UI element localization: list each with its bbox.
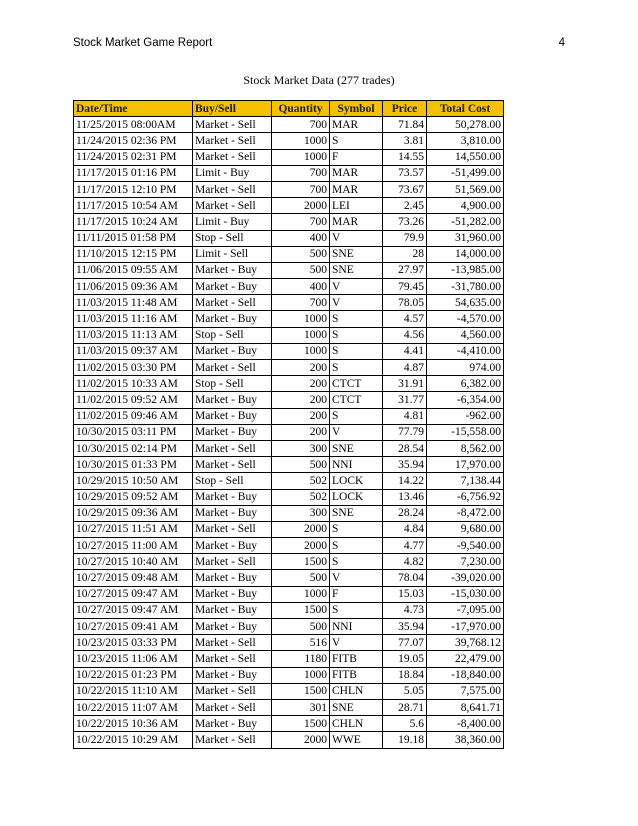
cell-total-cost: -13,985.00	[427, 262, 504, 278]
cell-price: 27.97	[383, 262, 427, 278]
cell-buysell: Market - Buy	[193, 586, 272, 602]
col-header-quantity: Quantity	[272, 101, 330, 117]
cell-symbol: SNE	[330, 505, 383, 521]
cell-quantity: 700	[272, 214, 330, 230]
cell-datetime: 10/27/2015 10:40 AM	[74, 554, 193, 570]
cell-symbol: CTCT	[330, 376, 383, 392]
cell-total-cost: -8,472.00	[427, 505, 504, 521]
table-row	[74, 651, 504, 667]
cell-datetime: 11/06/2015 09:55 AM	[74, 262, 193, 278]
cell-symbol: S	[330, 521, 383, 537]
cell-datetime: 10/27/2015 09:41 AM	[74, 619, 193, 635]
cell-quantity: 200	[272, 360, 330, 376]
table-row	[74, 538, 504, 554]
cell-total-cost: 51,569.00	[427, 181, 504, 197]
cell-datetime: 10/27/2015 09:48 AM	[74, 570, 193, 586]
cell-total-cost: 7,230.00	[427, 554, 504, 570]
cell-price: 18.84	[383, 667, 427, 683]
cell-price: 2.45	[383, 198, 427, 214]
table-row	[74, 424, 504, 440]
cell-quantity: 500	[272, 262, 330, 278]
cell-datetime: 11/17/2015 10:54 AM	[74, 198, 193, 214]
table-row	[74, 376, 504, 392]
cell-price: 13.46	[383, 489, 427, 505]
cell-quantity: 500	[272, 619, 330, 635]
table-row	[74, 392, 504, 408]
cell-symbol: S	[330, 343, 383, 359]
cell-quantity: 1500	[272, 554, 330, 570]
cell-total-cost: 17,970.00	[427, 457, 504, 473]
cell-datetime: 10/22/2015 11:10 AM	[74, 683, 193, 699]
cell-buysell: Market - Buy	[193, 667, 272, 683]
cell-quantity: 1000	[272, 149, 330, 165]
cell-buysell: Market - Sell	[193, 683, 272, 699]
cell-price: 4.73	[383, 602, 427, 618]
cell-price: 19.18	[383, 732, 427, 748]
cell-quantity: 1000	[272, 667, 330, 683]
cell-price: 71.84	[383, 117, 427, 133]
cell-price: 78.05	[383, 295, 427, 311]
cell-quantity: 2000	[272, 198, 330, 214]
cell-price: 15.03	[383, 586, 427, 602]
cell-quantity: 1000	[272, 327, 330, 343]
table-row	[74, 635, 504, 651]
cell-price: 4.77	[383, 538, 427, 554]
cell-total-cost: 8,641.71	[427, 699, 504, 715]
cell-symbol: LOCK	[330, 473, 383, 489]
cell-total-cost: -51,499.00	[427, 165, 504, 181]
table-row	[74, 732, 504, 748]
table-row	[74, 262, 504, 278]
cell-symbol: CHLN	[330, 716, 383, 732]
cell-total-cost: 3,810.00	[427, 133, 504, 149]
cell-price: 4.82	[383, 554, 427, 570]
cell-price: 31.91	[383, 376, 427, 392]
cell-buysell: Market - Buy	[193, 716, 272, 732]
cell-buysell: Market - Buy	[193, 505, 272, 521]
cell-price: 19.05	[383, 651, 427, 667]
cell-datetime: 11/02/2015 09:52 AM	[74, 392, 193, 408]
cell-total-cost: 4,560.00	[427, 327, 504, 343]
cell-quantity: 301	[272, 699, 330, 715]
cell-datetime: 11/17/2015 12:10 PM	[74, 181, 193, 197]
cell-symbol: S	[330, 602, 383, 618]
cell-total-cost: -39,020.00	[427, 570, 504, 586]
table-row	[74, 570, 504, 586]
cell-buysell: Market - Buy	[193, 619, 272, 635]
cell-buysell: Stop - Sell	[193, 473, 272, 489]
table-row	[74, 181, 504, 197]
cell-symbol: F	[330, 586, 383, 602]
table-row	[74, 667, 504, 683]
cell-buysell: Market - Buy	[193, 311, 272, 327]
cell-quantity: 500	[272, 457, 330, 473]
cell-buysell: Market - Buy	[193, 570, 272, 586]
cell-symbol: SNE	[330, 699, 383, 715]
cell-datetime: 10/22/2015 11:07 AM	[74, 699, 193, 715]
cell-total-cost: 50,278.00	[427, 117, 504, 133]
cell-price: 78.04	[383, 570, 427, 586]
cell-quantity: 2000	[272, 732, 330, 748]
table-header-row	[74, 101, 504, 117]
cell-total-cost: 8,562.00	[427, 440, 504, 456]
cell-symbol: CTCT	[330, 392, 383, 408]
cell-quantity: 200	[272, 408, 330, 424]
col-header-datetime: Date/Time	[74, 101, 193, 117]
cell-quantity: 700	[272, 181, 330, 197]
cell-symbol: S	[330, 133, 383, 149]
cell-price: 5.05	[383, 683, 427, 699]
col-header-symbol: Symbol	[330, 101, 383, 117]
cell-datetime: 11/02/2015 09:46 AM	[74, 408, 193, 424]
table-row	[74, 198, 504, 214]
cell-symbol: V	[330, 635, 383, 651]
cell-total-cost: -4,410.00	[427, 343, 504, 359]
cell-datetime: 11/03/2015 11:16 AM	[74, 311, 193, 327]
table-caption: Stock Market Data (277 trades)	[243, 73, 395, 87]
cell-quantity: 200	[272, 424, 330, 440]
cell-buysell: Limit - Buy	[193, 165, 272, 181]
cell-datetime: 11/02/2015 03:30 PM	[74, 360, 193, 376]
cell-total-cost: 39,768.12	[427, 635, 504, 651]
cell-buysell: Market - Sell	[193, 149, 272, 165]
cell-total-cost: 7,138.44	[427, 473, 504, 489]
cell-datetime: 10/29/2015 09:36 AM	[74, 505, 193, 521]
cell-datetime: 10/23/2015 03:33 PM	[74, 635, 193, 651]
cell-price: 5.6	[383, 716, 427, 732]
cell-datetime: 10/23/2015 11:06 AM	[74, 651, 193, 667]
cell-datetime: 10/27/2015 09:47 AM	[74, 602, 193, 618]
cell-total-cost: -8,400.00	[427, 716, 504, 732]
cell-price: 77.79	[383, 424, 427, 440]
col-header-total-cost: Total Cost	[427, 101, 504, 117]
table-row	[74, 133, 504, 149]
cell-total-cost: -31,780.00	[427, 279, 504, 295]
table-row	[74, 716, 504, 732]
cell-quantity: 1000	[272, 133, 330, 149]
cell-price: 4.87	[383, 360, 427, 376]
cell-total-cost: 38,360.00	[427, 732, 504, 748]
cell-datetime: 10/22/2015 10:36 AM	[74, 716, 193, 732]
cell-total-cost: -51,282.00	[427, 214, 504, 230]
cell-buysell: Stop - Sell	[193, 376, 272, 392]
cell-price: 79.9	[383, 230, 427, 246]
cell-datetime: 11/10/2015 12:15 PM	[74, 246, 193, 262]
cell-symbol: S	[330, 327, 383, 343]
page-header	[73, 37, 565, 51]
cell-total-cost: -15,558.00	[427, 424, 504, 440]
table-row	[74, 683, 504, 699]
cell-buysell: Market - Sell	[193, 699, 272, 715]
cell-buysell: Market - Sell	[193, 635, 272, 651]
cell-total-cost: -17,970.00	[427, 619, 504, 635]
cell-quantity: 1500	[272, 716, 330, 732]
cell-datetime: 10/30/2015 03:11 PM	[74, 424, 193, 440]
cell-quantity: 700	[272, 295, 330, 311]
cell-quantity: 1000	[272, 343, 330, 359]
cell-datetime: 10/29/2015 10:50 AM	[74, 473, 193, 489]
cell-datetime: 11/03/2015 11:13 AM	[74, 327, 193, 343]
table-row	[74, 554, 504, 570]
cell-buysell: Market - Sell	[193, 521, 272, 537]
cell-datetime: 11/24/2015 02:31 PM	[74, 149, 193, 165]
cell-buysell: Market - Buy	[193, 392, 272, 408]
table-row	[74, 117, 504, 133]
cell-quantity: 1180	[272, 651, 330, 667]
cell-buysell: Market - Buy	[193, 343, 272, 359]
cell-buysell: Stop - Sell	[193, 230, 272, 246]
cell-symbol: MAR	[330, 214, 383, 230]
table-row	[74, 408, 504, 424]
table-row	[74, 165, 504, 181]
cell-total-cost: 6,382.00	[427, 376, 504, 392]
cell-total-cost: 31,960.00	[427, 230, 504, 246]
cell-datetime: 10/22/2015 01:23 PM	[74, 667, 193, 683]
table-row	[74, 619, 504, 635]
cell-total-cost: -18,840.00	[427, 667, 504, 683]
cell-symbol: LOCK	[330, 489, 383, 505]
cell-quantity: 200	[272, 392, 330, 408]
cell-buysell: Market - Sell	[193, 457, 272, 473]
cell-datetime: 11/11/2015 01:58 PM	[74, 230, 193, 246]
cell-datetime: 11/06/2015 09:36 AM	[74, 279, 193, 295]
cell-price: 77.07	[383, 635, 427, 651]
table-row	[74, 505, 504, 521]
cell-price: 4.84	[383, 521, 427, 537]
cell-buysell: Limit - Buy	[193, 214, 272, 230]
cell-datetime: 11/24/2015 02:36 PM	[74, 133, 193, 149]
table-row	[74, 230, 504, 246]
cell-symbol: S	[330, 360, 383, 376]
cell-quantity: 2000	[272, 538, 330, 554]
cell-quantity: 500	[272, 246, 330, 262]
cell-symbol: LEI	[330, 198, 383, 214]
cell-symbol: SNE	[330, 262, 383, 278]
cell-price: 14.22	[383, 473, 427, 489]
cell-buysell: Market - Sell	[193, 732, 272, 748]
report-title: Stock Market Game Report	[73, 37, 213, 49]
cell-buysell: Market - Sell	[193, 117, 272, 133]
cell-symbol: CHLN	[330, 683, 383, 699]
cell-quantity: 200	[272, 376, 330, 392]
cell-buysell: Market - Buy	[193, 602, 272, 618]
cell-total-cost: 14,000.00	[427, 246, 504, 262]
col-header-buysell: Buy/Sell	[193, 101, 272, 117]
cell-buysell: Limit - Sell	[193, 246, 272, 262]
table-row	[74, 699, 504, 715]
cell-symbol: V	[330, 279, 383, 295]
cell-price: 28.24	[383, 505, 427, 521]
cell-quantity: 500	[272, 570, 330, 586]
table-row	[74, 327, 504, 343]
cell-symbol: MAR	[330, 165, 383, 181]
cell-price: 3.81	[383, 133, 427, 149]
cell-buysell: Market - Buy	[193, 262, 272, 278]
cell-buysell: Market - Buy	[193, 279, 272, 295]
cell-quantity: 502	[272, 473, 330, 489]
cell-price: 4.56	[383, 327, 427, 343]
table-row	[74, 343, 504, 359]
cell-total-cost: -9,540.00	[427, 538, 504, 554]
cell-buysell: Market - Sell	[193, 360, 272, 376]
cell-buysell: Market - Sell	[193, 181, 272, 197]
cell-quantity: 516	[272, 635, 330, 651]
table-row	[74, 602, 504, 618]
cell-price: 28.71	[383, 699, 427, 715]
cell-datetime: 11/03/2015 11:48 AM	[74, 295, 193, 311]
cell-datetime: 10/27/2015 11:51 AM	[74, 521, 193, 537]
cell-price: 79.45	[383, 279, 427, 295]
cell-price: 14.55	[383, 149, 427, 165]
cell-symbol: F	[330, 149, 383, 165]
cell-price: 35.94	[383, 457, 427, 473]
cell-buysell: Market - Buy	[193, 538, 272, 554]
table-row	[74, 489, 504, 505]
cell-total-cost: -7,095.00	[427, 602, 504, 618]
table-row	[74, 246, 504, 262]
cell-buysell: Market - Sell	[193, 295, 272, 311]
cell-buysell: Market - Buy	[193, 408, 272, 424]
cell-price: 35.94	[383, 619, 427, 635]
cell-datetime: 11/03/2015 09:37 AM	[74, 343, 193, 359]
cell-quantity: 300	[272, 505, 330, 521]
table-row	[74, 521, 504, 537]
table-row	[74, 279, 504, 295]
cell-price: 31.77	[383, 392, 427, 408]
cell-quantity: 700	[272, 165, 330, 181]
cell-quantity: 400	[272, 279, 330, 295]
cell-buysell: Market - Sell	[193, 651, 272, 667]
cell-symbol: S	[330, 311, 383, 327]
cell-datetime: 11/17/2015 10:24 AM	[74, 214, 193, 230]
cell-quantity: 1000	[272, 586, 330, 602]
cell-symbol: MAR	[330, 181, 383, 197]
cell-quantity: 700	[272, 117, 330, 133]
cell-quantity: 400	[272, 230, 330, 246]
cell-total-cost: 22,479.00	[427, 651, 504, 667]
cell-symbol: S	[330, 408, 383, 424]
cell-quantity: 502	[272, 489, 330, 505]
table-row	[74, 214, 504, 230]
cell-total-cost: -6,354.00	[427, 392, 504, 408]
cell-symbol: SNE	[330, 440, 383, 456]
cell-datetime: 10/22/2015 10:29 AM	[74, 732, 193, 748]
cell-price: 73.26	[383, 214, 427, 230]
cell-datetime: 10/29/2015 09:52 AM	[74, 489, 193, 505]
cell-buysell: Stop - Sell	[193, 327, 272, 343]
cell-total-cost: 54,635.00	[427, 295, 504, 311]
cell-datetime: 10/27/2015 09:47 AM	[74, 586, 193, 602]
cell-quantity: 2000	[272, 521, 330, 537]
cell-datetime: 11/02/2015 10:33 AM	[74, 376, 193, 392]
cell-price: 28.54	[383, 440, 427, 456]
cell-symbol: SNE	[330, 246, 383, 262]
cell-symbol: WWE	[330, 732, 383, 748]
cell-buysell: Market - Buy	[193, 424, 272, 440]
cell-symbol: FITB	[330, 651, 383, 667]
cell-price: 4.41	[383, 343, 427, 359]
cell-symbol: V	[330, 424, 383, 440]
cell-symbol: MAR	[330, 117, 383, 133]
cell-total-cost: -15,030.00	[427, 586, 504, 602]
cell-symbol: FITB	[330, 667, 383, 683]
cell-buysell: Market - Sell	[193, 133, 272, 149]
table-row	[74, 457, 504, 473]
table-row	[74, 149, 504, 165]
cell-quantity: 1000	[272, 311, 330, 327]
cell-buysell: Market - Buy	[193, 489, 272, 505]
trades-table	[73, 100, 504, 749]
page-number: 4	[558, 37, 565, 49]
cell-symbol: V	[330, 570, 383, 586]
cell-total-cost: -6,756.92	[427, 489, 504, 505]
cell-datetime: 10/30/2015 01:33 PM	[74, 457, 193, 473]
table-row	[74, 295, 504, 311]
cell-buysell: Market - Sell	[193, 554, 272, 570]
cell-price: 4.57	[383, 311, 427, 327]
table-row	[74, 440, 504, 456]
cell-datetime: 10/27/2015 11:00 AM	[74, 538, 193, 554]
cell-price: 28	[383, 246, 427, 262]
cell-total-cost: 7,575.00	[427, 683, 504, 699]
cell-buysell: Market - Sell	[193, 440, 272, 456]
cell-symbol: NNI	[330, 619, 383, 635]
table-row	[74, 473, 504, 489]
cell-total-cost: -4,570.00	[427, 311, 504, 327]
cell-quantity: 1500	[272, 683, 330, 699]
table-row	[74, 311, 504, 327]
cell-datetime: 11/25/2015 08:00AM	[74, 117, 193, 133]
col-header-price: Price	[383, 101, 427, 117]
cell-price: 4.81	[383, 408, 427, 424]
cell-symbol: S	[330, 554, 383, 570]
table-row	[74, 360, 504, 376]
cell-total-cost: -962.00	[427, 408, 504, 424]
cell-datetime: 10/30/2015 02:14 PM	[74, 440, 193, 456]
cell-price: 73.57	[383, 165, 427, 181]
cell-datetime: 11/17/2015 01:16 PM	[74, 165, 193, 181]
cell-total-cost: 9,680.00	[427, 521, 504, 537]
table-row	[74, 586, 504, 602]
cell-price: 73.67	[383, 181, 427, 197]
cell-quantity: 300	[272, 440, 330, 456]
cell-symbol: V	[330, 295, 383, 311]
cell-buysell: Market - Sell	[193, 198, 272, 214]
cell-total-cost: 974.00	[427, 360, 504, 376]
cell-symbol: V	[330, 230, 383, 246]
cell-symbol: NNI	[330, 457, 383, 473]
cell-total-cost: 4,900.00	[427, 198, 504, 214]
cell-total-cost: 14,550.00	[427, 149, 504, 165]
cell-symbol: S	[330, 538, 383, 554]
cell-quantity: 1500	[272, 602, 330, 618]
